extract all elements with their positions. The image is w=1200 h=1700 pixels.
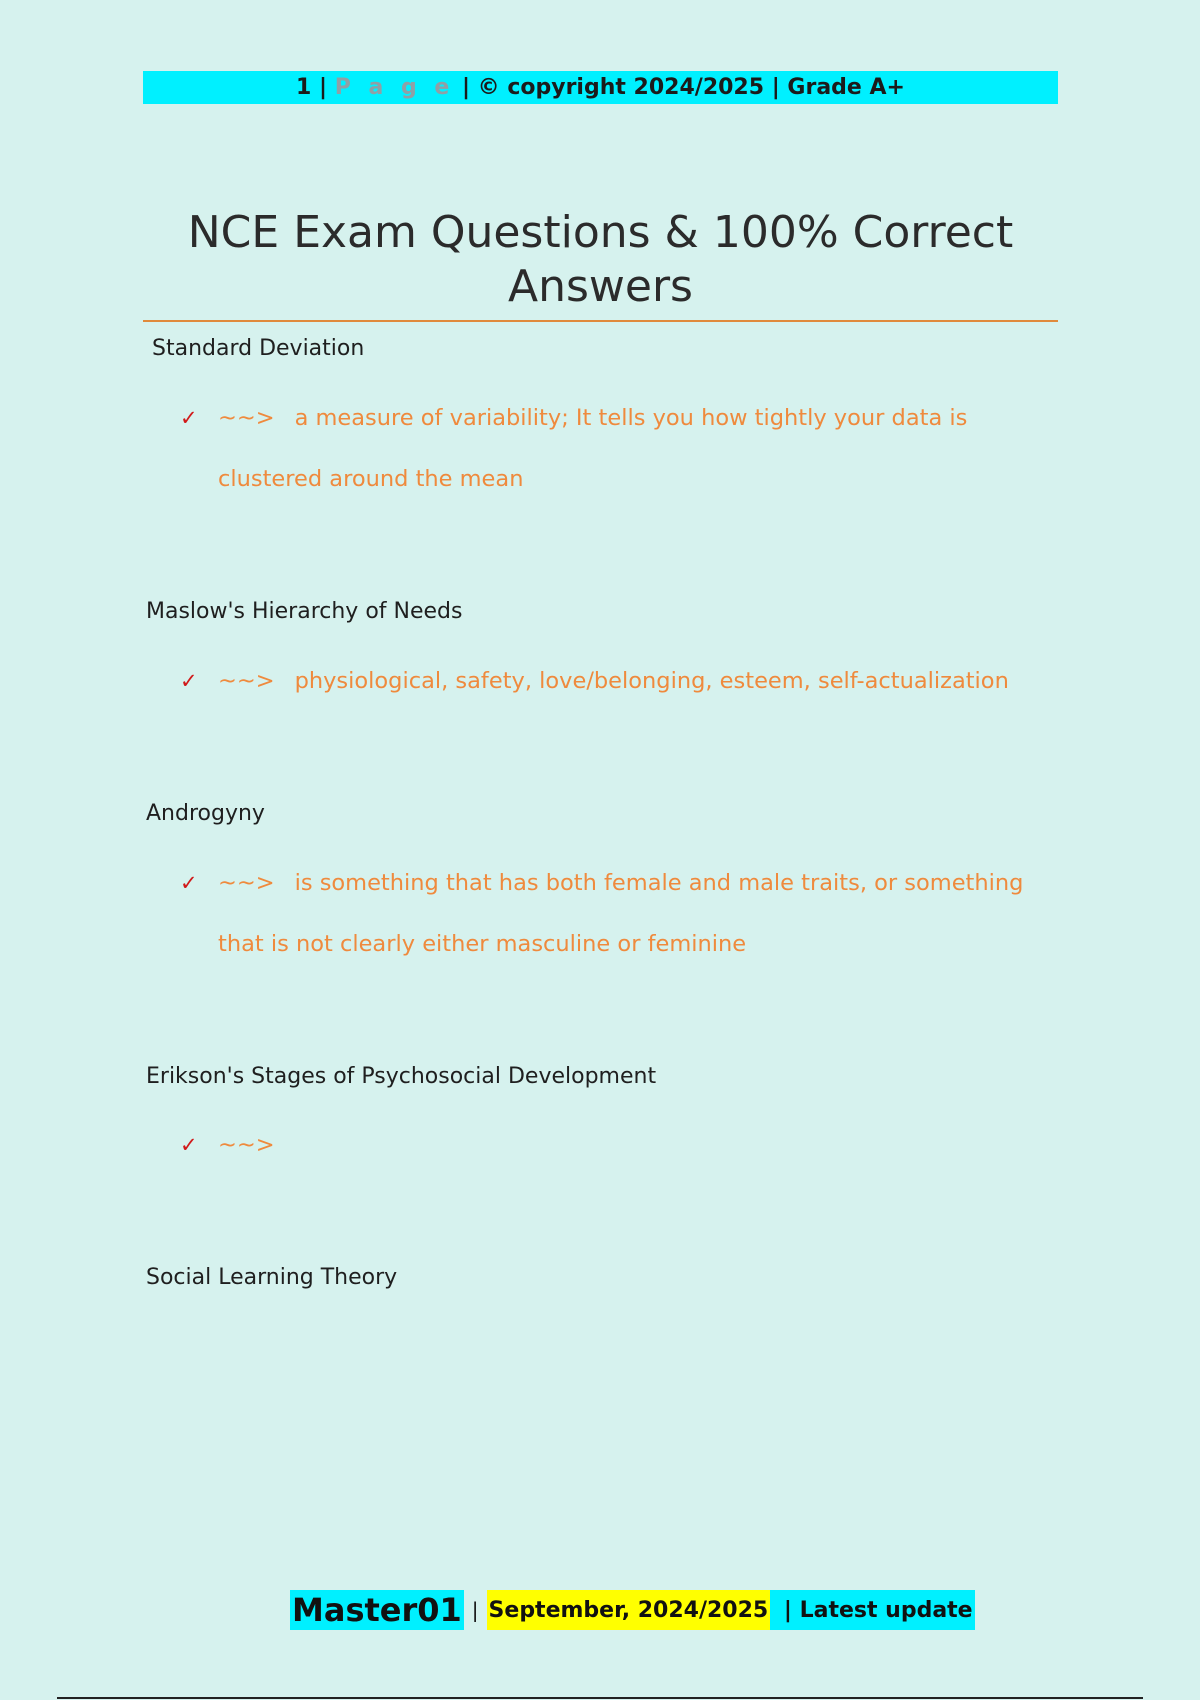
answer-text: a measure of variability; It tells you how tightly your data is clustered around the mean — [218, 405, 968, 492]
answer-arrow: ~~> — [218, 668, 275, 694]
check-mark-icon: ✓ — [180, 871, 198, 895]
brand-name: Master01 — [292, 1591, 462, 1629]
page-header — [143, 71, 1058, 104]
answer-item — [180, 651, 1060, 712]
answer-item — [180, 388, 1060, 510]
answer-arrow: ~~> — [218, 870, 275, 896]
answer-arrow: ~~> — [218, 1132, 275, 1158]
title-divider — [143, 320, 1058, 322]
copyright-notice: © copyright 2024/2025 — [477, 75, 765, 100]
question-term: Androgyny — [146, 801, 265, 826]
bottom-divider — [57, 1697, 1143, 1699]
header-separator: | — [311, 75, 335, 100]
answer-text: is something that has both female and male traits, or something that is not clearly either masculine or feminine — [218, 870, 1024, 957]
header-separator: | — [454, 75, 478, 100]
grade-label: Grade A+ — [787, 75, 905, 100]
footer-separator: | — [776, 1597, 800, 1623]
page-footer — [290, 1590, 975, 1630]
check-mark-icon: ✓ — [180, 406, 198, 430]
answer-item — [180, 1115, 1060, 1176]
question-term: Maslow's Hierarchy of Needs — [146, 599, 463, 624]
answer-item — [180, 853, 1060, 975]
check-mark-icon: ✓ — [180, 1133, 198, 1157]
question-term: Standard Deviation — [152, 336, 365, 361]
footer-date: September, 2024/2025 — [487, 1590, 771, 1630]
footer-separator: | — [464, 1590, 487, 1630]
latest-update-label — [770, 1590, 974, 1630]
question-term: Erikson's Stages of Psychosocial Development — [146, 1064, 657, 1089]
page-number: 1 — [296, 75, 312, 100]
question-term: Social Learning Theory — [146, 1265, 398, 1290]
header-separator: | — [764, 75, 788, 100]
page-label: P a g e — [334, 75, 455, 100]
check-mark-icon: ✓ — [180, 669, 198, 693]
latest-update-text: Latest update — [799, 1597, 973, 1623]
answer-arrow: ~~> — [218, 405, 275, 431]
answer-text: physiological, safety, love/belonging, esteem, self-actualization — [294, 668, 1009, 694]
document-title: NCE Exam Questions & 100% Correct Answers — [187, 207, 1014, 312]
